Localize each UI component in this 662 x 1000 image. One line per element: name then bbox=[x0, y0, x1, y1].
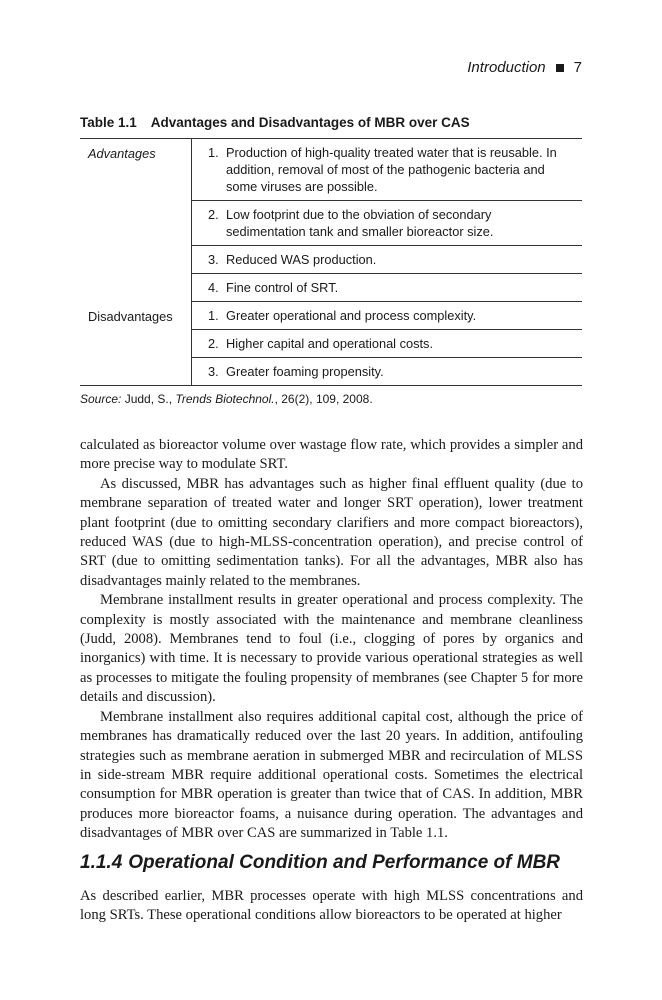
item-number: 1. bbox=[208, 145, 219, 160]
item-text: Reduced WAS production. bbox=[226, 252, 377, 267]
item-text: Higher capital and operational costs. bbox=[226, 336, 434, 351]
advantages-label: Advantages bbox=[80, 139, 192, 302]
table-caption bbox=[80, 115, 470, 130]
paragraph: As described earlier, MBR processes operate with high MLSS concentrations and long SRTs. These operational conditions allow bioreactors to be operated at higher bbox=[80, 888, 583, 924]
source-label: Source: bbox=[80, 392, 122, 406]
table-cell bbox=[192, 358, 583, 386]
square-bullet-icon bbox=[556, 64, 564, 72]
source-author: Judd, S., bbox=[124, 392, 173, 406]
section-title: Operational Condition and Performance of MBR bbox=[128, 852, 561, 873]
item-number: 3. bbox=[208, 252, 219, 267]
item-text: Greater foaming propensity. bbox=[226, 364, 384, 379]
page-number: 7 bbox=[573, 59, 582, 76]
paragraph: calculated as bioreactor volume over wastage flow rate, which provides a simpler and more precise way to modulate SRT. bbox=[80, 437, 583, 473]
source-journal: Trends Biotechnol. bbox=[175, 392, 275, 406]
table-cell bbox=[192, 139, 583, 201]
body-text bbox=[80, 436, 583, 844]
item-number: 2. bbox=[208, 336, 219, 351]
table-cell bbox=[192, 246, 583, 274]
item-text: Low footprint due to the obviation of secondary sedimentation tank and smaller bioreactor size. bbox=[226, 207, 494, 239]
table-cell bbox=[192, 330, 583, 358]
item-number: 2. bbox=[208, 207, 219, 222]
section-heading bbox=[80, 852, 560, 874]
item-number: 4. bbox=[208, 280, 219, 295]
item-text: Greater operational and process complexity. bbox=[226, 308, 477, 323]
table-cell bbox=[192, 201, 583, 246]
running-head bbox=[467, 59, 582, 76]
item-number: 1. bbox=[208, 308, 219, 323]
advantages-table bbox=[80, 138, 582, 386]
table-row bbox=[80, 302, 582, 330]
source-details: , 26(2), 109, 2008. bbox=[274, 392, 373, 406]
table-caption-title: Advantages and Disadvantages of MBR over CAS bbox=[150, 115, 470, 130]
item-number: 3. bbox=[208, 364, 219, 379]
item-text: Fine control of SRT. bbox=[226, 280, 339, 295]
running-head-title: Introduction bbox=[467, 59, 546, 76]
paragraph: Membrane installment results in greater operational and process complexity. The complexity is mostly associated with the maintenance and membrane cleanliness (Judd, 2008). Membranes tend to foul (i.e., clogging of pores by organics and inorganics) with time. It is necessary to provide various operational strategies as well as processes to mitigate the fouling propensity of membranes (see Chapter 5 for more details and discussion). bbox=[80, 592, 583, 706]
item-text: Production of high-quality treated water that is reusable. In addition, removal of most of the pathogenic bacteria and some viruses are possible. bbox=[226, 145, 557, 194]
table-cell bbox=[192, 302, 583, 330]
table-row bbox=[80, 139, 582, 201]
table-caption-number: Table 1.1 bbox=[80, 115, 137, 130]
disadvantages-label: Disadvantages bbox=[80, 302, 192, 386]
paragraph: Membrane installment also requires additional capital cost, although the price of membranes has dramatically reduced over the last 20 years. In addition, antifouling strategies such as membrane aeration in submerged MBR and recirculation of MLSS in side-stream MBR require additional operational costs. Sometimes the electrical consumption for MBR operation is greater than twice that of CAS. In addition, MBR produces more bioreactor foams, a nuisance during operation. The advantages and disadvantages of MBR over CAS are summarized in Table 1.1. bbox=[80, 708, 583, 842]
table-source bbox=[80, 392, 373, 406]
table-cell bbox=[192, 274, 583, 302]
section-body bbox=[80, 887, 583, 926]
section-number: 1.1.4 bbox=[80, 852, 123, 873]
paragraph: As discussed, MBR has advantages such as higher final effluent quality (due to membrane separation of treated water and longer SRT operation), lower treatment plant footprint (due to omitting secondary clarifiers and more compact bioreactors), reduced WAS (due to high-MLSS-concentration operation), and precise control of SRT (due to omitting sedimentation tanks). For all the advantages, MBR also has disadvantages mainly related to the membranes. bbox=[80, 475, 583, 589]
